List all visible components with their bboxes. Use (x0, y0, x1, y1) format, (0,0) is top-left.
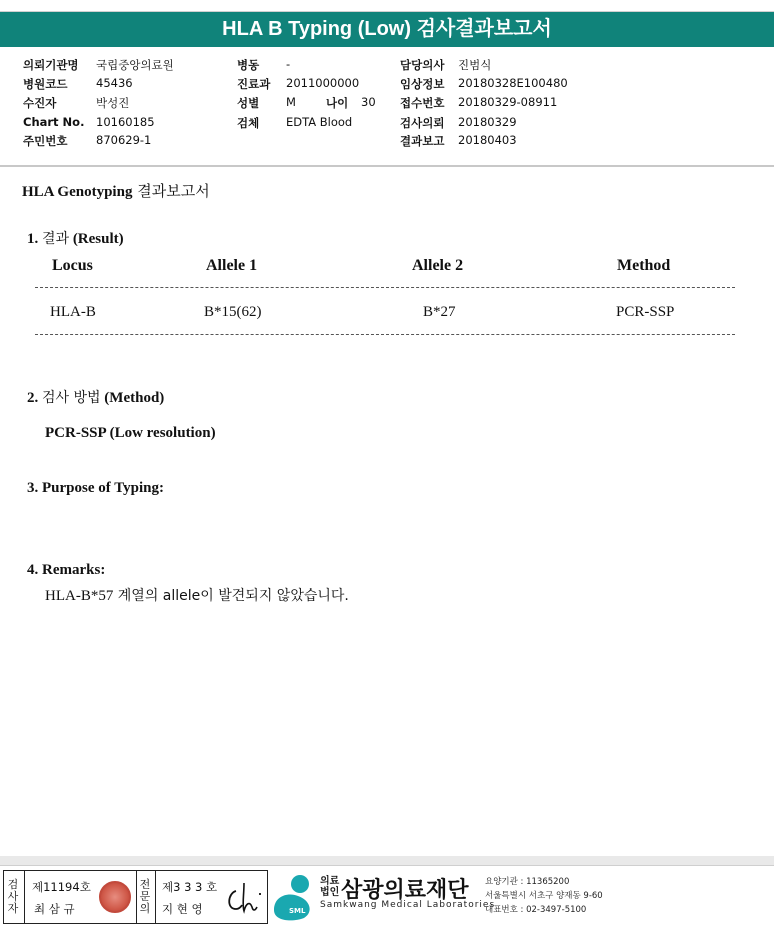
inspector-label: 검사자 (7, 878, 19, 915)
info-value: 20180329-08911 (458, 95, 558, 109)
sml-logo-icon (270, 872, 320, 922)
info-value: 10160185 (96, 115, 155, 129)
handwritten-signature-icon (222, 879, 264, 917)
section-title-kr: 결과 (42, 231, 70, 247)
header-divider (0, 165, 774, 167)
info-value: EDTA Blood (286, 115, 353, 129)
info-value: 45436 (96, 76, 133, 90)
info-label: 담당의사 (400, 58, 445, 72)
signature-divider (136, 871, 137, 923)
section-result-heading (27, 228, 124, 248)
info-label: 병원코드 (23, 77, 68, 91)
signature-divider (24, 871, 25, 923)
info-label: 의뢰기관명 (23, 58, 79, 72)
info-value: 30 (361, 95, 376, 109)
info-value: 2011000000 (286, 76, 360, 90)
table-divider-top (35, 287, 735, 288)
info-label: 성별 (237, 96, 260, 110)
section-number: 1. (27, 231, 39, 247)
logo-text: SML (289, 907, 306, 915)
footer-divider (0, 856, 774, 866)
info-label: 진료과 (237, 77, 271, 91)
remarks-allele: HLA-B*57 (45, 588, 114, 604)
doctor-label: 전문의 (139, 878, 151, 915)
org-name-en: Samkwang Medical Laboratories (320, 900, 496, 910)
section-title-en: (Method) (104, 390, 165, 406)
info-label: 임상정보 (400, 77, 445, 91)
document-title (22, 180, 210, 201)
info-label: 수진자 (23, 96, 57, 110)
info-value: - (286, 57, 291, 71)
info-label: 검체 (237, 116, 260, 130)
org-type: 의료법인 (320, 876, 340, 898)
info-label: Chart No. (23, 115, 85, 129)
table-cell-method: PCR-SSP (616, 304, 675, 320)
info-value: 20180329 (458, 115, 517, 129)
remarks-message: 계열의 allele이 발견되지 않았습니다. (117, 588, 349, 604)
inspector-license: 제11194호 (32, 880, 91, 894)
org-code: 요양기관 : 11365200 (485, 877, 570, 887)
table-header-allele-2: Allele 2 (412, 257, 464, 274)
info-label: 검사의뢰 (400, 116, 445, 130)
table-header-allele-1: Allele 1 (206, 257, 258, 274)
info-value: 870629-1 (96, 133, 152, 147)
table-cell-allele-1: B*15(62) (204, 304, 262, 320)
info-value: 20180328E100480 (458, 76, 568, 90)
section-purpose-heading: 3. Purpose of Typing: (27, 480, 164, 496)
table-header-locus: Locus (52, 257, 93, 274)
table-header-method: Method (617, 257, 671, 274)
doctor-name: 지 현 영 (162, 902, 203, 916)
info-value: 박성진 (96, 96, 130, 110)
remarks-text (45, 585, 349, 605)
table-divider-bottom (35, 334, 735, 335)
inspector-name: 최 삼 규 (34, 902, 75, 916)
table-cell-allele-2: B*27 (423, 304, 456, 320)
section-method-heading (27, 387, 164, 407)
org-address: 서울특별시 서초구 양재동 9-60 (485, 891, 603, 901)
info-value: M (286, 95, 296, 109)
info-label: 결과보고 (400, 134, 445, 148)
official-seal-icon (99, 881, 131, 913)
section-remarks-heading: 4. Remarks: (27, 562, 106, 578)
info-label: 나이 (326, 96, 349, 110)
table-cell-locus: HLA-B (50, 304, 96, 320)
info-value: 진범식 (458, 58, 492, 72)
section-title-en: (Result) (72, 231, 124, 247)
org-phone: 대표번호 : 02-3497-5100 (485, 905, 587, 915)
section-number: 2. (27, 390, 39, 406)
info-label: 병동 (237, 58, 260, 72)
document-title-en: HLA Genotyping (22, 184, 133, 200)
document-title-kr: 결과보고서 (137, 182, 210, 200)
section-title-kr: 검사 방법 (42, 390, 101, 406)
info-label: 접수번호 (400, 96, 445, 110)
signature-divider (155, 871, 156, 923)
info-value: 20180403 (458, 133, 517, 147)
signature-box (3, 870, 268, 924)
org-name: 삼광의료재단 (341, 878, 469, 903)
report-title: HLA B Typing (Low) 검사결과보고서 (0, 12, 774, 47)
info-label: 주민번호 (23, 134, 68, 148)
top-strip (0, 0, 774, 12)
doctor-license: 제3 3 3 호 (162, 880, 218, 894)
info-value: 국립중앙의료원 (96, 58, 174, 72)
method-text: PCR-SSP (Low resolution) (45, 425, 216, 441)
